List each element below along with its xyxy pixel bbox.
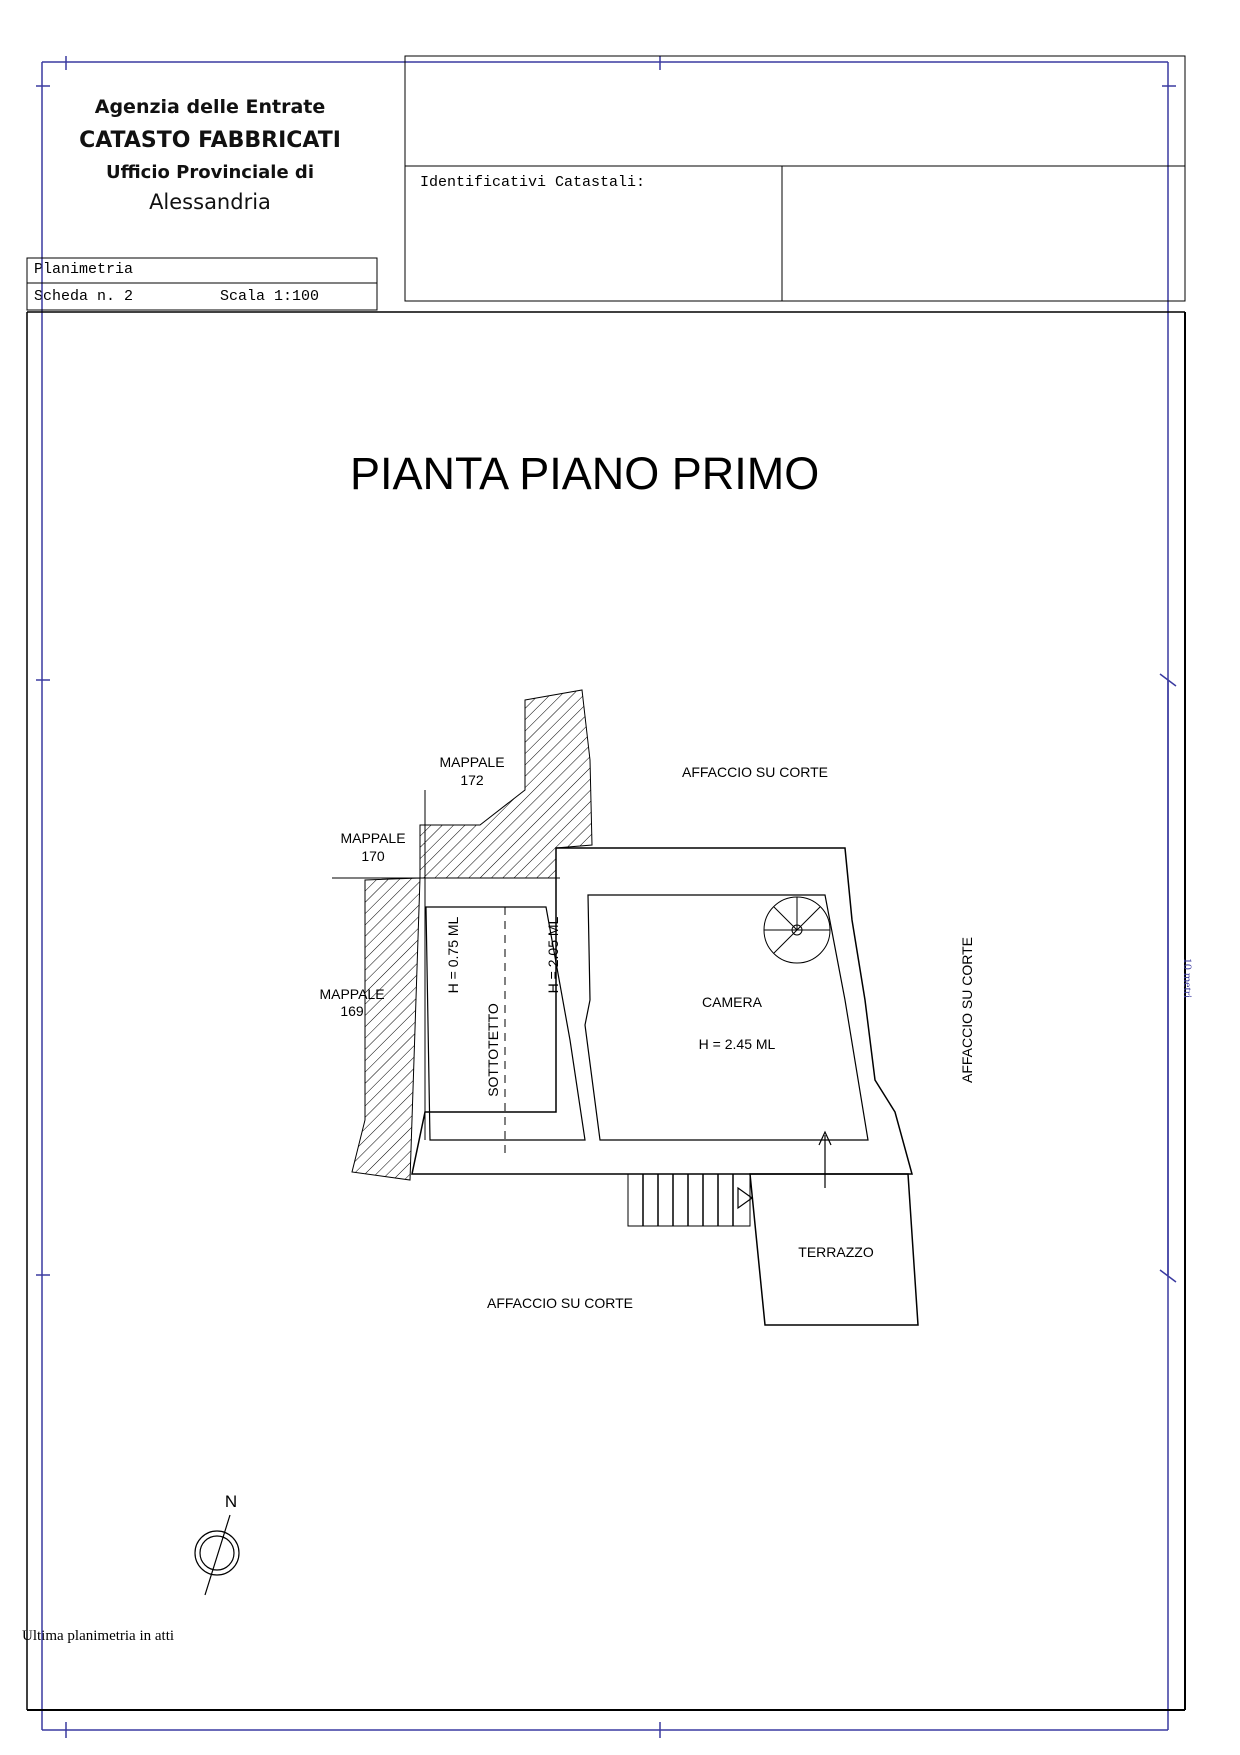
hatched-mappale-169 [352,878,420,1180]
spiral-staircase [764,897,830,963]
terrazzo-label: TERRAZZO [798,1244,874,1260]
catasto-title: CATASTO FABBRICATI [79,128,341,153]
affaccio-top-label: AFFACCIO SU CORTE [682,764,828,780]
camera-label: CAMERA [702,994,762,1010]
blue-frame [36,56,1176,1738]
scale-note-label: 10 metri [1181,957,1195,999]
header-boxes [27,56,1185,310]
mappale-170-label-b: 170 [361,848,385,864]
scala-label: Scala 1:100 [220,288,320,305]
height-245-label: H = 2.45 ML [698,1036,776,1052]
hatched-mappale-172 [420,690,592,878]
north-arrow-icon [195,1515,239,1595]
footer-note: Ultima planimetria in atti [22,1628,175,1644]
scheda-label: Scheda n. 2 [34,288,134,305]
mappale-169-label-b: 169 [340,1003,364,1019]
mappale-172-label-a: MAPPALE [439,754,505,770]
identificativi-label: Identificativi Catastali: [420,174,646,191]
city-name: Alessandria [149,190,271,214]
ufficio-label: Ufficio Provinciale di [105,162,314,183]
sottotetto-label: SOTTOTETTO [485,1003,501,1097]
mappale-170-label-a: MAPPALE [340,830,406,846]
affaccio-right-label: AFFACCIO SU CORTE [959,937,975,1083]
drawing-title: PIANTA PIANO PRIMO [350,448,820,499]
planimetria-label: Planimetria [34,261,134,278]
main-frame [27,312,1185,1710]
affaccio-bottom-label: AFFACCIO SU CORTE [487,1295,633,1311]
height-075-label: H = 0.75 ML [445,916,461,994]
mappale-169-label-a: MAPPALE [319,986,385,1002]
agency-name: Agenzia delle Entrate [94,96,326,118]
north-label: N [224,1492,238,1511]
height-205-label: H = 2.05 ML [545,916,561,994]
mappale-172-label-b: 172 [460,772,484,788]
